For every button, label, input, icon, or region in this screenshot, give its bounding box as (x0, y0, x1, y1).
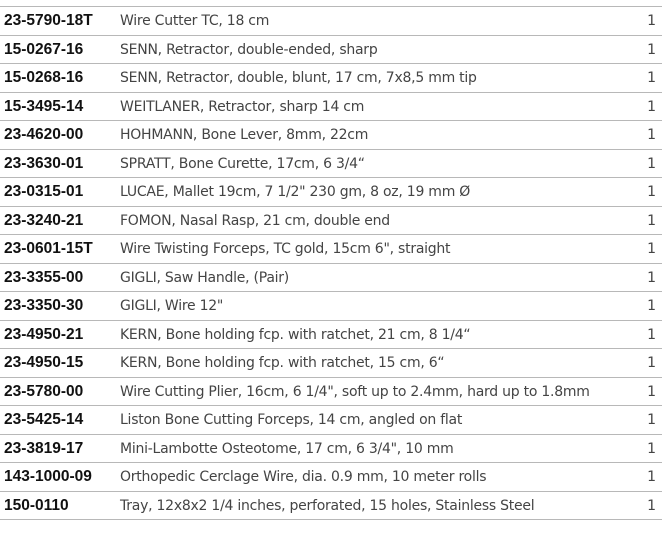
item-quantity: 1 (647, 440, 656, 457)
item-description: SENN, Retractor, double-ended, sharp (120, 41, 378, 58)
item-code: 23-3350-30 (4, 297, 84, 314)
table-row (0, 121, 662, 150)
item-description: FOMON, Nasal Rasp, 21 cm, double end (120, 212, 390, 229)
item-description: Liston Bone Cutting Forceps, 14 cm, angled on flat (120, 412, 463, 428)
item-description: Wire Twisting Forceps, TC gold, 15cm 6", straight (120, 241, 451, 257)
item-code: 23-3355-00 (4, 268, 84, 286)
item-quantity: 1 (647, 269, 656, 286)
table-row (0, 207, 662, 236)
item-code: 23-0315-01 (4, 183, 84, 200)
item-description: Tray, 12x8x2 1/4 inches, perforated, 15 holes, Stainless Steel (120, 497, 535, 514)
item-quantity: 1 (647, 127, 656, 143)
table-row (0, 321, 662, 350)
item-description: Wire Cutter TC, 18 cm (120, 13, 270, 29)
item-code: 143-1000-09 (4, 468, 92, 485)
item-code: 15-3495-14 (4, 97, 84, 115)
table-row (0, 406, 662, 435)
item-quantity: 1 (647, 41, 656, 58)
item-description: Orthopedic Cerclage Wire, dia. 0.9 mm, 10 meter rolls (120, 469, 487, 485)
item-code: 23-4620-00 (4, 126, 84, 143)
item-code: 23-3630-01 (4, 154, 84, 172)
item-code: 23-3819-17 (4, 439, 84, 457)
item-code: 23-5425-14 (4, 411, 84, 428)
item-description: SPRATT, Bone Curette, 17cm, 6 3/4“ (120, 155, 365, 172)
table-row (0, 349, 662, 378)
table-row (0, 463, 662, 492)
table-row (0, 264, 662, 293)
item-description: Mini-Lambotte Osteotome, 17 cm, 6 3/4", 10 mm (120, 440, 454, 457)
instrument-list-table (0, 6, 662, 520)
table-row (0, 435, 662, 464)
item-code: 15-0268-16 (4, 69, 84, 86)
item-quantity: 1 (647, 412, 656, 428)
item-quantity: 1 (647, 155, 656, 172)
item-code: 23-0601-15T (4, 240, 93, 257)
item-quantity: 1 (647, 212, 656, 229)
table-row (0, 36, 662, 65)
item-description: SENN, Retractor, double, blunt, 17 cm, 7x8,5 mm tip (120, 70, 477, 86)
item-description: KERN, Bone holding fcp. with ratchet, 15 cm, 6“ (120, 355, 445, 371)
item-description: GIGLI, Wire 12" (120, 298, 224, 314)
item-quantity: 1 (647, 184, 656, 200)
item-code: 23-4950-21 (4, 325, 84, 343)
item-quantity: 1 (647, 497, 656, 514)
item-description: GIGLI, Saw Handle, (Pair) (120, 269, 290, 286)
item-quantity: 1 (647, 98, 656, 115)
item-code: 15-0267-16 (4, 40, 84, 58)
item-quantity: 1 (647, 469, 656, 485)
item-quantity: 1 (647, 13, 656, 29)
item-description: HOHMANN, Bone Lever, 8mm, 22cm (120, 127, 369, 143)
item-quantity: 1 (647, 355, 656, 371)
item-description: KERN, Bone holding fcp. with ratchet, 21 cm, 8 1/4“ (120, 326, 471, 343)
item-code: 23-5780-00 (4, 382, 84, 400)
item-quantity: 1 (647, 383, 656, 400)
item-quantity: 1 (647, 70, 656, 86)
table-row (0, 93, 662, 122)
item-description: Wire Cutting Plier, 16cm, 6 1/4", soft up to 2.4mm, hard up to 1.8mm (120, 383, 590, 400)
item-code: 23-4950-15 (4, 354, 84, 371)
item-quantity: 1 (647, 326, 656, 343)
table-row (0, 178, 662, 207)
item-description: LUCAE, Mallet 19cm, 7 1/2" 230 gm, 8 oz, 19 mm Ø (120, 184, 471, 200)
table-row (0, 492, 662, 521)
item-description: WEITLANER, Retractor, sharp 14 cm (120, 98, 365, 115)
item-quantity: 1 (647, 298, 656, 314)
table-row (0, 378, 662, 407)
table-row (0, 7, 662, 36)
item-code: 23-3240-21 (4, 211, 84, 229)
table-row (0, 292, 662, 321)
table-row (0, 64, 662, 93)
table-row (0, 150, 662, 179)
table-row (0, 235, 662, 264)
item-quantity: 1 (647, 241, 656, 257)
item-code: 150-0110 (4, 496, 69, 514)
item-code: 23-5790-18T (4, 12, 93, 29)
